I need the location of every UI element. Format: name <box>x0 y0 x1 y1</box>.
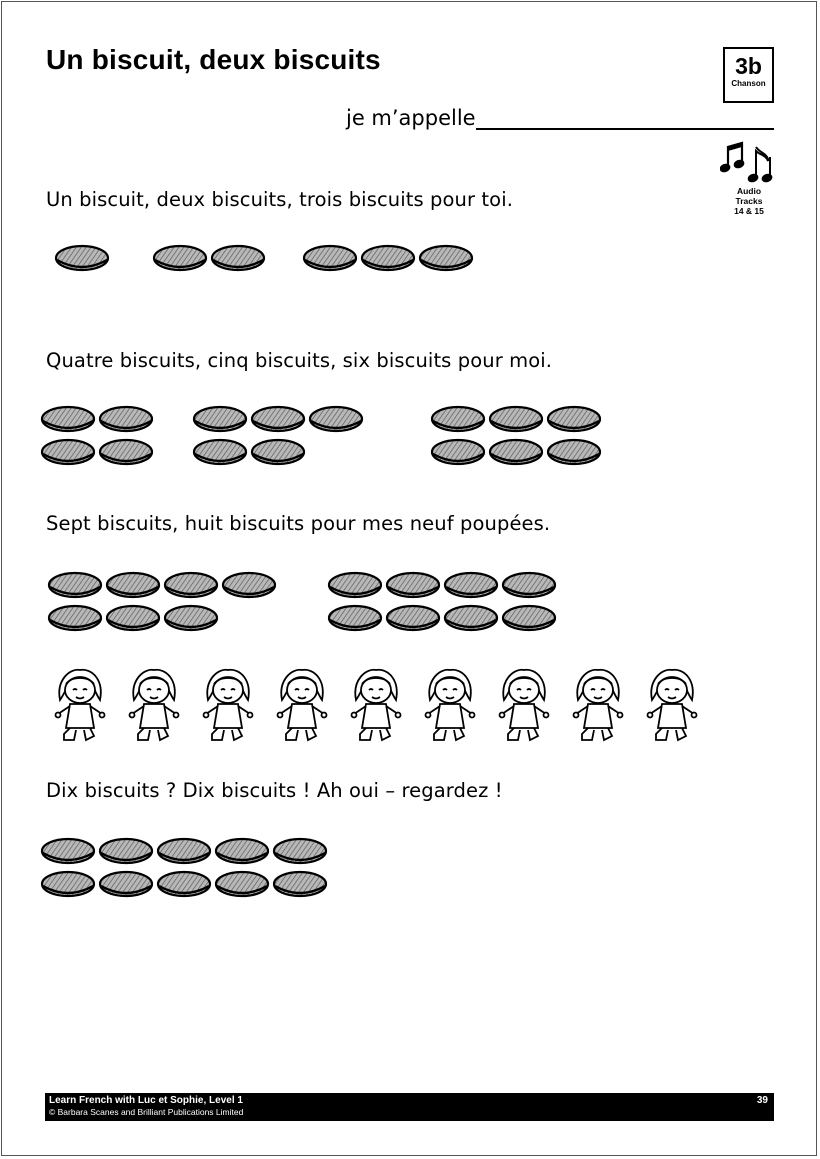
doll-icon <box>278 670 327 740</box>
badge-code: 3b <box>735 53 762 79</box>
doll-icon <box>648 670 697 740</box>
footer-copyright: © Barbara Scanes and Brilliant Publications Limited <box>49 1107 244 1117</box>
doll-icon <box>56 670 105 740</box>
audio-label-line3: 14 & 15 <box>734 206 764 216</box>
verse-line-3: Sept biscuits, huit biscuits pour mes neuf poupées. <box>46 512 551 535</box>
page-footer <box>45 1093 774 1121</box>
doll-icon <box>500 670 549 740</box>
name-label: je m’appelle <box>346 106 476 130</box>
audio-label-line2: Tracks <box>735 196 763 206</box>
footer-book-title: Learn French with Luc et Sophie, Level 1 <box>49 1095 243 1106</box>
verse-line-1: Un biscuit, deux biscuits, trois biscuits pour toi. <box>46 188 514 211</box>
verse-line-4: Dix biscuits ? Dix biscuits ! Ah oui – regardez ! <box>46 779 503 802</box>
badge-label: Chanson <box>731 79 766 88</box>
doll-icon <box>574 670 623 740</box>
page-number: 39 <box>756 1095 768 1106</box>
page-title: Un biscuit, deux biscuits <box>46 44 381 75</box>
doll-icon <box>426 670 475 740</box>
doll-icon <box>130 670 179 740</box>
audio-label-line1: Audio <box>736 186 762 196</box>
doll-icon <box>352 670 401 740</box>
verse-line-2: Quatre biscuits, cinq biscuits, six biscuits pour moi. <box>46 349 553 372</box>
doll-icon <box>204 670 253 740</box>
